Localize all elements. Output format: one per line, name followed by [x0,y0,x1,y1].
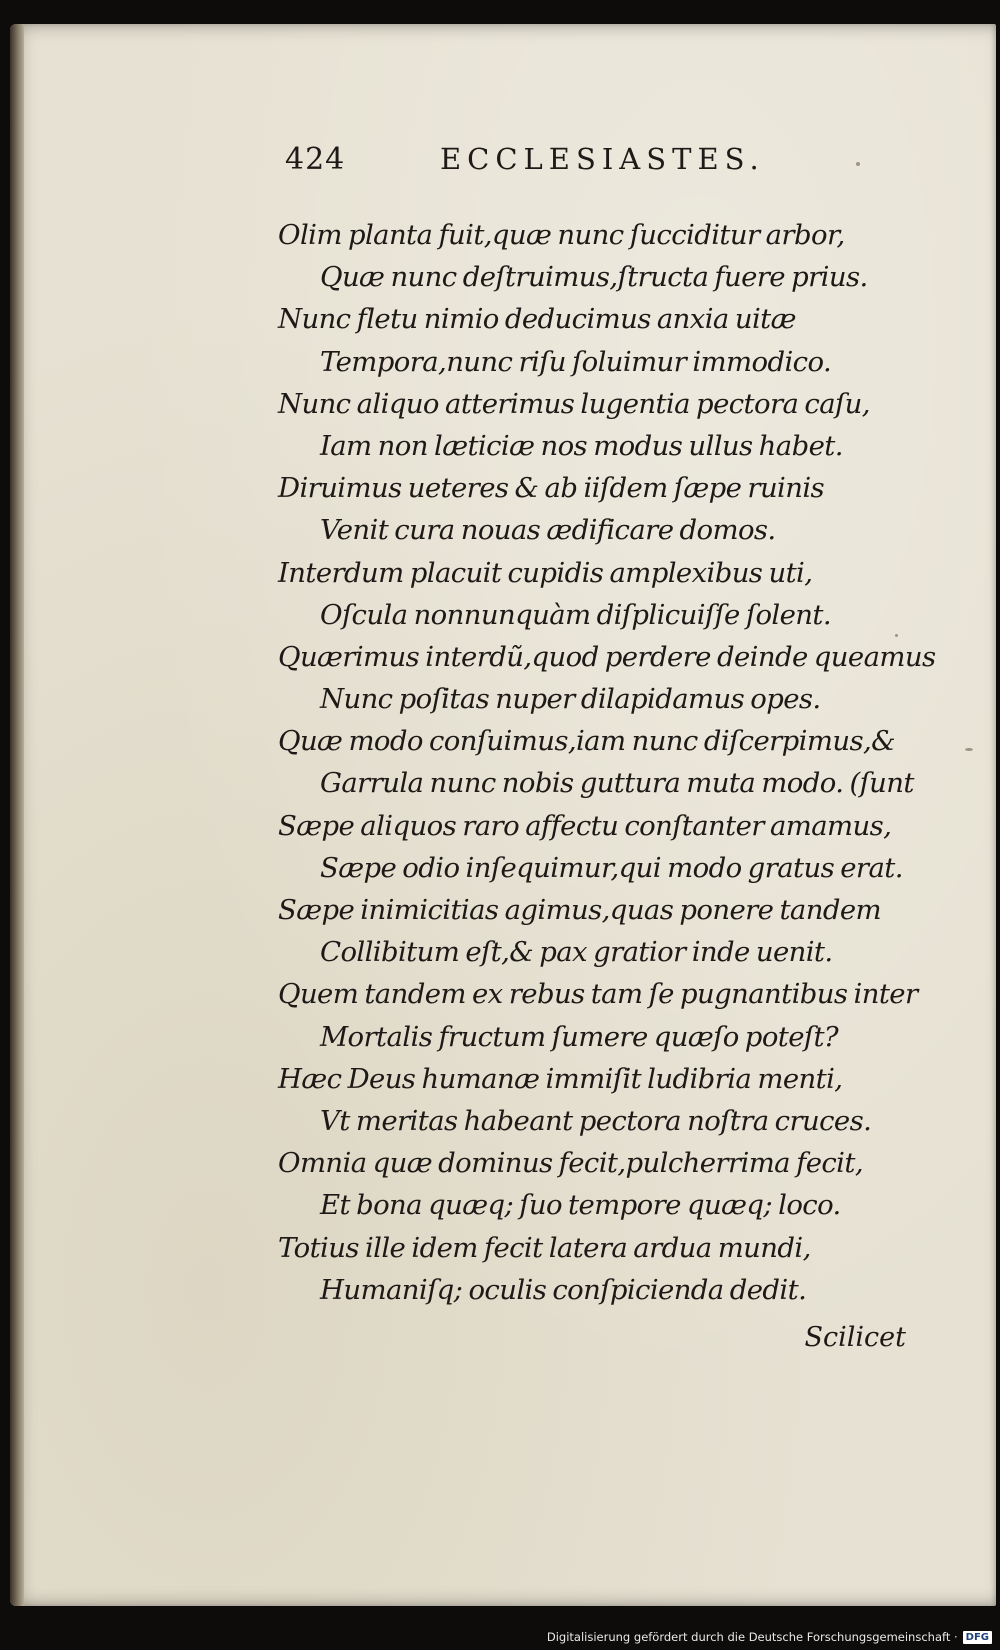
poem-line: Quæ modo conſuimus,iam nunc diſcerpimus,& [278,725,895,758]
poem-line: Iam non læticiæ nos modus ullus habet. [320,429,843,462]
paper-speck [965,748,973,751]
dfg-logo: DFG [963,1631,992,1644]
poem-line: Omnia quæ dominus fecit,pulcherrima fecit, [278,1147,863,1180]
poem-line: Et bona quæq; ſuo tempore quæq; loco. [320,1189,841,1222]
poem-line: Sæpe aliquos raro affectu conſtanter amamus, [278,809,892,842]
poem-line: Oſcula nonnunquàm diſplicuiſſe ſolent. [320,598,831,631]
poem-line: Interdum placuit cupidis amplexibus uti, [278,556,813,589]
running-title: ECCLESIASTES. [440,142,765,176]
poem-line: Collibitum eſt,& pax gratior inde uenit. [320,936,833,969]
credit-text: Digitalisierung gefördert durch die Deutsche Forschungsgemeinschaft · [546,1630,958,1644]
poem-line: Sæpe inimicitias agimus,quas ponere tandem [278,894,881,926]
digitization-credit [547,1627,992,1647]
poem-line: Venit cura nouas ædificare domos. [320,514,776,547]
poem-text [278,214,938,1311]
paper-speck [856,162,860,166]
page-number: 424 [285,142,346,177]
book-page [10,24,996,1606]
poem-line: Nunc aliquo atterimus lugentia pectora caſu, [278,387,870,420]
poem-line: Diruimus ueteres & ab iiſdem ſæpe ruinis [278,472,825,505]
poem-line: Vt meritas habeant pectora noſtra cruces. [320,1104,872,1137]
poem-line: Humaniſq; oculis conſpicienda dedit. [320,1273,807,1306]
page-gutter-shadow [10,24,24,1606]
poem-line: Quærimus interdũ,quod perdere deinde queamus [278,640,936,673]
poem-line: Tempora,nunc riſu ſoluimur immodico. [320,345,832,378]
poem-line: Olim planta fuit,quæ nunc ſucciditur arbor, [278,219,845,251]
page-header [285,142,825,186]
poem-line: Sæpe odio inſequimur,qui modo gratus erat. [320,851,903,884]
poem-line: Garrula nunc nobis guttura muta modo. (ſunt [320,767,914,800]
poem-line: Totius ille idem fecit latera ardua mundi, [278,1231,811,1264]
catchword: Scilicet [804,1322,906,1353]
poem-line: Hæc Deus humanæ immiſit ludibria menti, [278,1062,843,1095]
poem-line: Quæ nunc deſtruimus,ſtructa fuere prius. [320,261,868,294]
poem-line: Quem tandem ex rebus tam ſe pugnantibus inter [278,978,918,1011]
poem-line: Nunc fletu nimio deducimus anxia uitæ [278,303,796,336]
poem-line: Mortalis fructum ſumere quæſo poteſt? [320,1020,839,1053]
paper-speck [895,634,898,637]
poem-line: Nunc poſitas nuper dilapidamus opes. [320,683,821,716]
